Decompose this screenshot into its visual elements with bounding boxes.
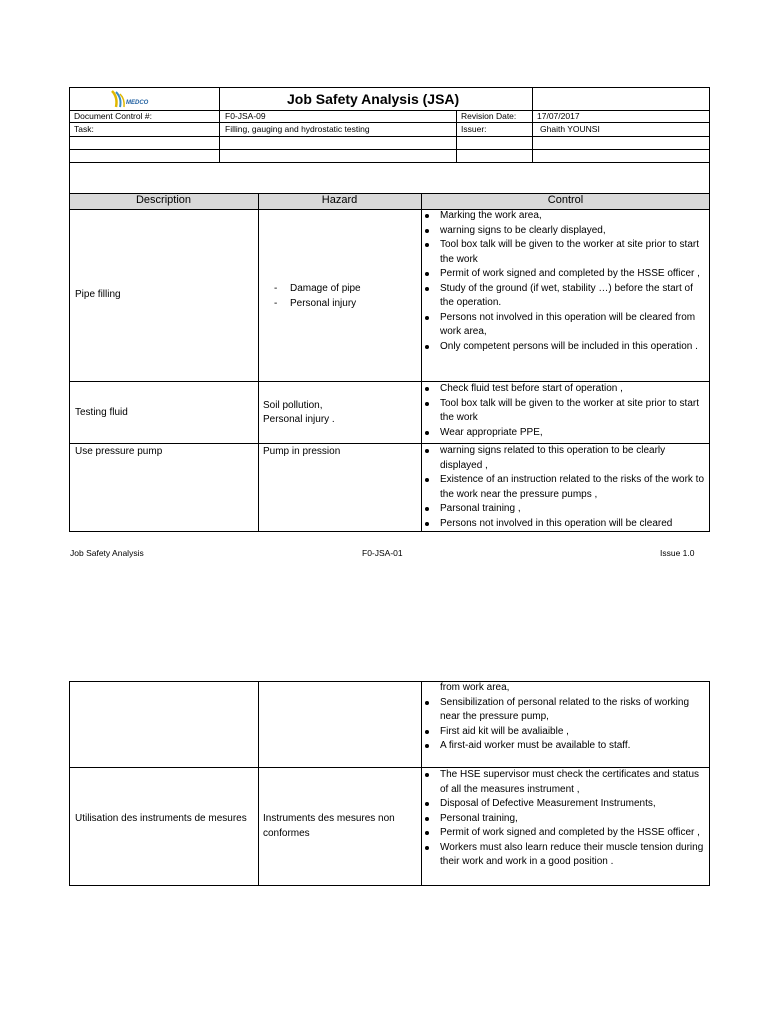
row-controls [422, 768, 706, 870]
control-item: First aid kit will be avaliaible , [422, 725, 706, 740]
logo-text: MEDCO [126, 100, 149, 106]
row-hazard-line: Soil pollution, [263, 400, 323, 411]
control-item: A first-aid worker must be available to staff. [422, 739, 706, 754]
row-hazard: Pump in pression [263, 446, 341, 457]
row-description: Utilisation des instruments de mesures [75, 813, 247, 824]
column-header-control: Control [547, 194, 584, 206]
control-item: The HSE supervisor must check the certificates and status of all the measures instrument , [422, 768, 706, 797]
header-line [69, 136, 710, 137]
header-divider [456, 110, 457, 163]
header-line [69, 122, 710, 123]
control-item: Personal training, [422, 812, 706, 827]
control-item: Permit of work signed and completed by the HSSE officer , [422, 267, 706, 282]
row-controls [422, 209, 706, 354]
control-item: Check fluid test before start of operation , [422, 382, 706, 397]
document-title: Job Safety Analysis (JSA) [287, 91, 460, 107]
issuer-label: Issuer: [461, 124, 487, 134]
control-item: Only competent persons will be included in this operation . [422, 340, 706, 355]
control-item: Disposal of Defective Measurement Instruments, [422, 797, 706, 812]
medco-logo [104, 89, 164, 109]
row-hazard: Instruments des mesures non conformes [263, 813, 395, 839]
header-line [69, 162, 710, 163]
control-item: Wear appropriate PPE, [422, 426, 706, 441]
column-divider [258, 681, 259, 886]
control-item: Persons not involved in this operation will be cleared from work area, [422, 311, 706, 340]
control-item: Study of the ground (if wet, stability …) before the start of the operation. [422, 282, 706, 311]
header-line [69, 149, 710, 150]
revision-date-label: Revision Date: [461, 111, 517, 121]
header-divider [219, 87, 220, 163]
row-controls [422, 444, 706, 531]
column-header-hazard: Hazard [321, 194, 358, 206]
hazard-item: - Personal injury [270, 296, 415, 311]
control-item: warning signs related to this operation to be clearly displayed , [422, 444, 706, 473]
continuation-controls [422, 681, 706, 754]
task-value: Filling, gauging and hydrostatic testing [225, 124, 370, 134]
control-item: Permit of work signed and completed by the HSSE officer , [422, 826, 706, 841]
control-item: Sensibilization of personal related to the risks of working near the pressure pump, [422, 696, 706, 725]
doc-control-label: Document Control #: [74, 111, 152, 121]
row-hazard [270, 281, 415, 311]
continuation-first-line: from work area, [440, 682, 510, 693]
control-item: Persons not involved in this operation will be cleared [422, 517, 706, 532]
control-item: Tool box talk will be given to the worker at site prior to start the work [422, 238, 706, 267]
revision-date-value: 17/07/2017 [537, 111, 580, 121]
footer-left: Job Safety Analysis [70, 548, 144, 558]
control-item: Workers must also learn reduce their muscle tension during their work and work in a good position . [422, 841, 706, 870]
row-controls [422, 382, 706, 440]
issuer-value: Ghaith YOUNSI [540, 124, 600, 134]
row-description: Testing fluid [75, 407, 128, 418]
column-header-description: Description [135, 194, 192, 206]
row-description: Use pressure pump [75, 446, 163, 457]
footer-center: F0-JSA-01 [362, 548, 403, 558]
control-item: Marking the work area, [422, 209, 706, 224]
hazard-item: - Damage of pipe [270, 281, 415, 296]
column-divider [258, 193, 259, 532]
header-line [69, 110, 710, 111]
header-divider [532, 87, 533, 163]
footer-right: Issue 1.0 [660, 548, 695, 558]
control-item: warning signs to be clearly displayed, [422, 224, 706, 239]
control-item: Tool box talk will be given to the worker at site prior to start the work [422, 397, 706, 426]
row-description: Pipe filling [75, 289, 121, 300]
control-item: Existence of an instruction related to the risks of the work to the work near the pressure pumps , [422, 473, 706, 502]
task-label: Task: [74, 124, 94, 134]
control-item: Parsonal training , [422, 502, 706, 517]
row-hazard-line: Personal injury . [263, 414, 335, 425]
doc-control-value: F0-JSA-09 [225, 111, 266, 121]
